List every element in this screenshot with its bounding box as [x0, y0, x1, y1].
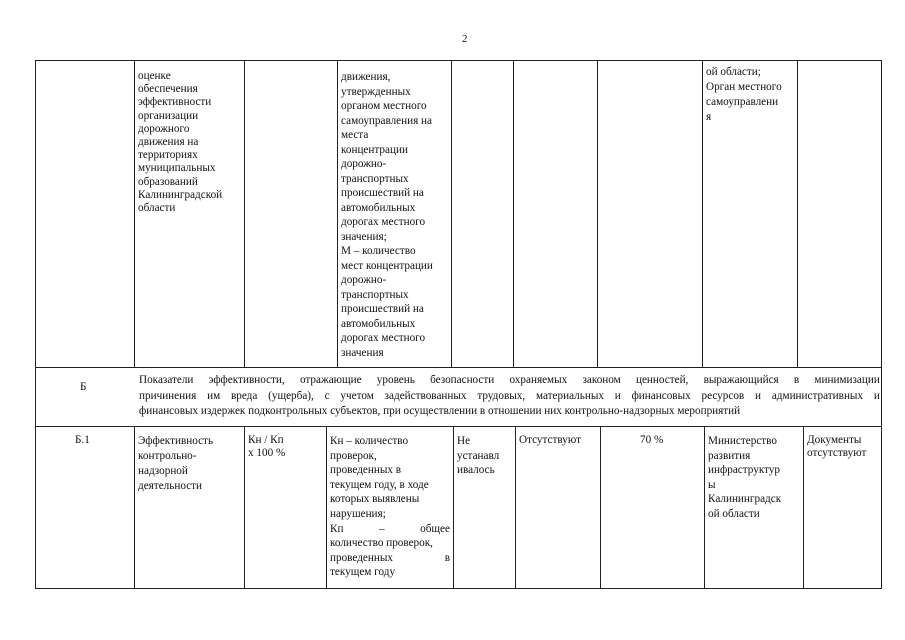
indicator-name-cell: Эффективность контрольно- надзорной деятельности: [138, 435, 214, 492]
responsible-body-cell: Министерство развития инфраструктур ы Калининградск ой области: [708, 435, 782, 520]
section-code: Б: [80, 381, 87, 393]
formula-cell: Кн / Кп х 100 %: [248, 434, 286, 460]
base-value-cell: Не устанавл ивалось: [457, 435, 500, 476]
page-number: 2: [462, 33, 468, 45]
section-line-1: Показатели эффективности, отражающие уровень безопасности охраняемых законом ценностей, выражающийся в минимизации: [139, 374, 880, 386]
target-value-cell: 70 %: [640, 434, 664, 446]
documents-cell: Документы отсутствуют: [807, 434, 867, 460]
formula-definition-cell: Кн – количество проверок, проведенных в текущем году, в ходе которых выявлены нарушения; Кп – общее количество проверок, проведенных в текущем году: [330, 435, 450, 579]
section-description: [139, 373, 880, 420]
section-line-2: причинения им вреда (ущерба), с учетом задействованных трудовых, материальных и финансовых ресурсов и административных и: [139, 389, 880, 402]
indicator-name-cell: оценке обеспечения эффективности организации дорожного движения на территориях муниципальных образований Калининградской области: [138, 70, 223, 215]
formula-definition-cell: движения, утвержденных органом местного самоуправления на места концентрации дорожно- транспортных происшествий на автомобильных дорогах местного значения; М – количество мест концентрации дорожно- транспортных происшествий на автомобильных дорогах местного значения: [341, 71, 433, 359]
responsible-body-cell: ой области; Орган местного самоуправлени я: [706, 66, 782, 123]
current-value-cell: Отсутствуют: [519, 434, 581, 446]
row-code: Б.1: [75, 434, 90, 446]
section-line-3: финансовых издержек подконтрольных субъектов, при осуществлении в отношении них контрольно-надзорных мероприятий: [139, 405, 741, 417]
